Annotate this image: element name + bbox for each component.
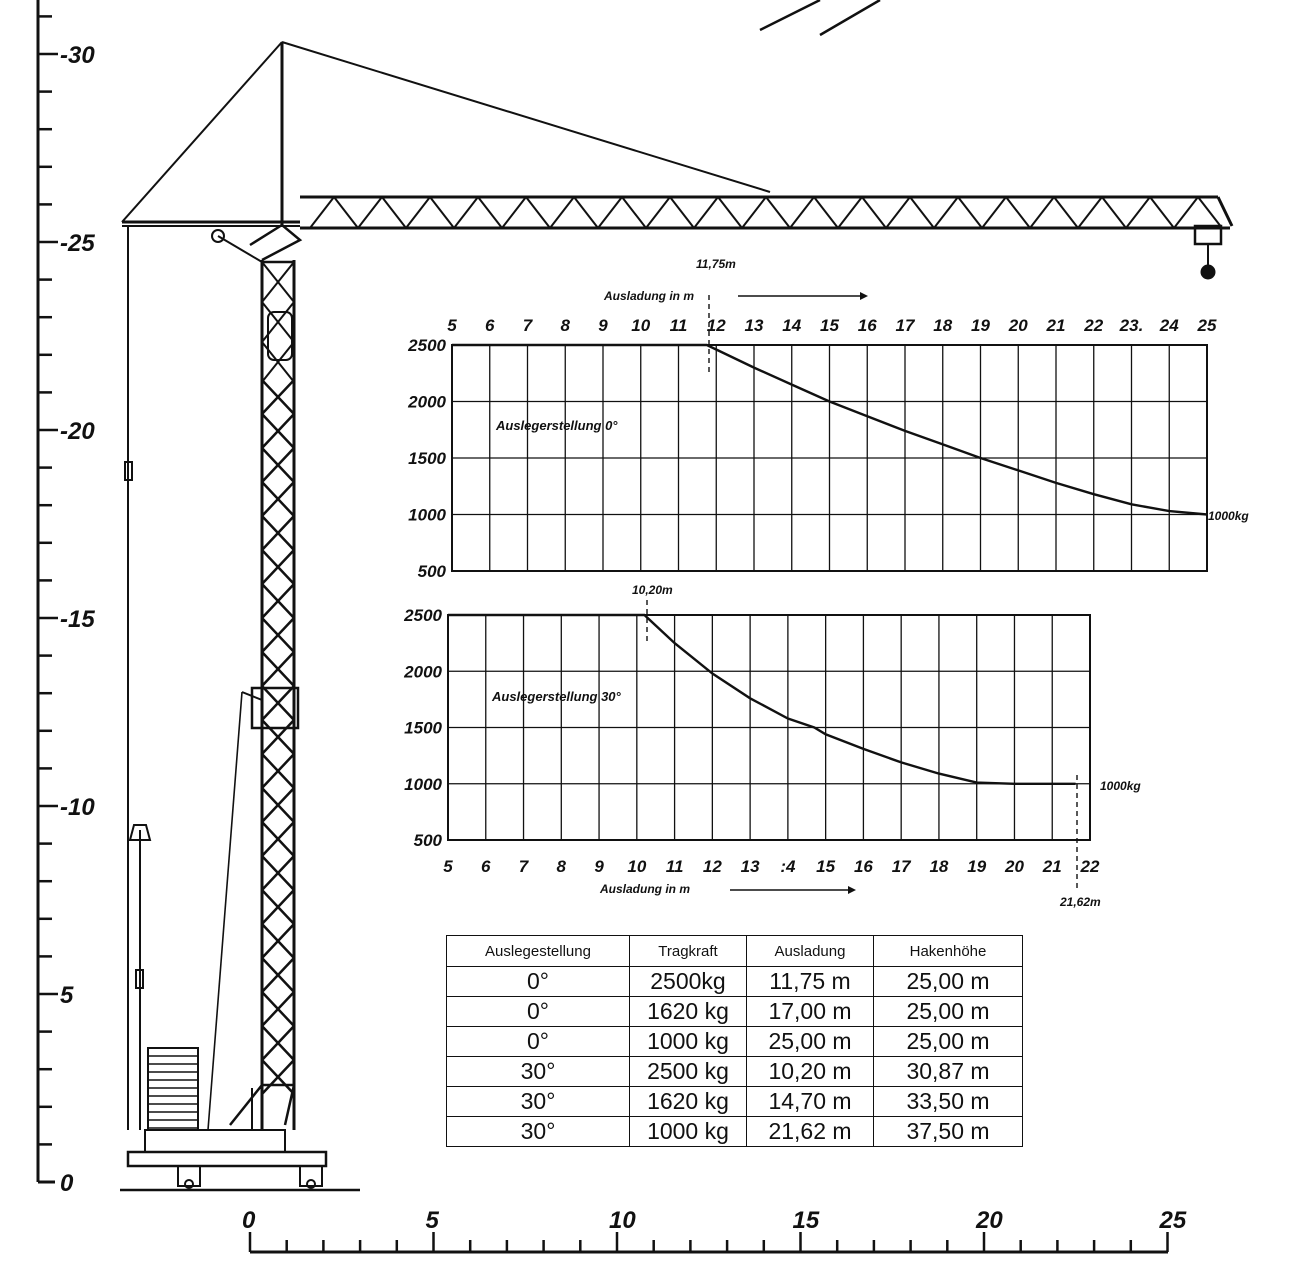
cell-hook-height: 30,87 m — [874, 1057, 1023, 1087]
table-row — [447, 967, 1023, 997]
x-tick-label: 21 — [1046, 316, 1066, 335]
chart-bot-title: Auslegerstellung 30° — [492, 689, 621, 704]
end-label-top: 1000kg — [1208, 509, 1249, 523]
y-tick-label: 2500 — [404, 606, 442, 625]
cell-hook-height: 25,00 m — [874, 1027, 1023, 1057]
cell-position: 0° — [447, 997, 630, 1027]
cell-position: 30° — [447, 1117, 630, 1147]
y-tick-label: 2000 — [404, 662, 442, 682]
x-tick-label: 10 — [627, 857, 647, 876]
reach-scale-label: 20 — [976, 1207, 1003, 1234]
header-tragkraft: Tragkraft — [630, 936, 747, 967]
x-tick-label: 18 — [929, 857, 949, 876]
x-tick-label: 11 — [665, 857, 684, 876]
cell-load: 1620 kg — [630, 997, 747, 1027]
table-row — [447, 997, 1023, 1027]
x-tick-label: 7 — [522, 316, 533, 335]
x-tick-label: 10 — [631, 316, 651, 335]
marker-bottom-label: 21,62m — [1060, 895, 1101, 909]
marker-top-label: 11,75m — [696, 257, 736, 271]
table-header-row — [447, 936, 1023, 967]
header-hakenhoehe: Hakenhöhe — [874, 936, 1023, 967]
reach-scale-label: 10 — [609, 1207, 636, 1234]
x-tick-label: 9 — [594, 857, 604, 876]
header-auslegestellung: Auslegestellung — [447, 936, 630, 967]
x-tick-label: 15 — [816, 857, 836, 876]
arrow-head-icon — [860, 292, 868, 300]
chart-top-title: Auslegerstellung 0° — [496, 418, 618, 433]
load-chart-30deg — [403, 583, 1141, 909]
height-scale-label: -30 — [60, 42, 95, 69]
x-tick-label: :4 — [780, 857, 796, 876]
table-row — [447, 1027, 1023, 1057]
arrow-head-icon — [848, 886, 856, 894]
x-tick-label: 12 — [706, 316, 726, 335]
cell-hook-height: 25,00 m — [874, 997, 1023, 1027]
table-row — [447, 1087, 1023, 1117]
height-scale-label: 0 — [60, 1170, 74, 1197]
cell-position: 30° — [447, 1057, 630, 1087]
x-tick-label: 22 — [1080, 857, 1100, 876]
cell-hook-height: 25,00 m — [874, 967, 1023, 997]
cell-reach: 25,00 m — [747, 1027, 874, 1057]
cell-hook-height: 33,50 m — [874, 1087, 1023, 1117]
cell-load: 1620 kg — [630, 1087, 747, 1117]
height-scale-label: -10 — [60, 794, 95, 821]
height-scale-label: -25 — [60, 230, 95, 257]
reach-scale-label: 15 — [792, 1207, 820, 1234]
x-tick-label: 22 — [1084, 316, 1104, 335]
load-chart-0deg — [407, 257, 1249, 581]
reach-scale-label: 5 — [425, 1207, 439, 1234]
cell-reach: 11,75 m — [747, 967, 874, 997]
x-tick-label: 17 — [895, 316, 915, 335]
cell-reach: 14,70 m — [747, 1087, 874, 1117]
table-row — [447, 1117, 1023, 1147]
x-tick-label: 21 — [1042, 857, 1062, 876]
reach-scale-label: 0 — [242, 1207, 256, 1234]
x-tick-label: 16 — [853, 857, 873, 876]
cell-reach: 21,62 m — [747, 1117, 874, 1147]
x-tick-label: 20 — [1005, 857, 1024, 876]
x-tick-label: 13 — [744, 316, 764, 335]
x-tick-label: 5 — [443, 857, 453, 876]
cell-load: 1000 kg — [630, 1117, 747, 1147]
table-row — [447, 1057, 1023, 1087]
axis-label-top: Ausladung in m — [604, 289, 694, 303]
cell-position: 30° — [447, 1087, 630, 1117]
y-tick-label: 1500 — [408, 449, 446, 468]
y-tick-label: 1500 — [404, 718, 442, 738]
y-tick-label: 500 — [417, 562, 446, 581]
load-spec-table — [446, 935, 1023, 1147]
header-ausladung: Ausladung — [747, 936, 874, 967]
x-tick-label: 17 — [891, 857, 911, 876]
x-tick-label: 19 — [971, 316, 990, 335]
x-tick-label: 12 — [702, 857, 722, 876]
reach-scale-label: 25 — [1159, 1207, 1187, 1234]
x-tick-label: 19 — [967, 857, 987, 876]
y-tick-label: 1000 — [404, 774, 442, 794]
height-scale-label: -15 — [60, 606, 95, 633]
x-tick-label: 14 — [782, 316, 802, 335]
y-tick-label: 1000 — [408, 505, 446, 525]
x-tick-label: 6 — [481, 857, 491, 876]
x-tick-label: 11 — [669, 316, 688, 335]
x-tick-label: 7 — [518, 857, 529, 876]
x-tick-label: 9 — [598, 316, 608, 335]
cell-load: 2500 kg — [630, 1057, 747, 1087]
cell-hook-height: 37,50 m — [874, 1117, 1023, 1147]
axis-label-bottom: Ausladung in m — [600, 882, 690, 896]
x-tick-label: 25 — [1197, 316, 1217, 335]
end-label-bottom: 1000kg — [1100, 779, 1141, 793]
cell-reach: 17,00 m — [747, 997, 874, 1027]
reach-scale — [242, 1207, 1187, 1252]
x-tick-label: 20 — [1008, 316, 1028, 335]
cell-position: 0° — [447, 1027, 630, 1057]
x-tick-label: 16 — [857, 316, 877, 335]
height-scale — [38, 0, 95, 1197]
x-tick-label: 15 — [820, 316, 839, 335]
cell-reach: 10,20 m — [747, 1057, 874, 1087]
x-tick-label: 6 — [485, 316, 495, 335]
cell-position: 0° — [447, 967, 630, 997]
marker-mid-label: 10,20m — [632, 583, 673, 597]
x-tick-label: 24 — [1159, 316, 1179, 335]
y-tick-label: 500 — [413, 831, 442, 850]
cell-load: 1000 kg — [630, 1027, 747, 1057]
y-tick-label: 2000 — [408, 392, 446, 412]
x-tick-label: 5 — [447, 316, 457, 335]
height-scale-label: 5 — [60, 982, 74, 1009]
cell-load: 2500kg — [630, 967, 747, 997]
x-tick-label: 8 — [560, 316, 570, 335]
x-tick-label: 8 — [556, 857, 567, 876]
x-tick-label: 23. — [1119, 316, 1144, 335]
height-scale-label: -20 — [60, 418, 95, 445]
x-tick-label: 18 — [933, 316, 953, 335]
x-tick-label: 13 — [740, 857, 760, 876]
y-tick-label: 2500 — [408, 336, 446, 355]
